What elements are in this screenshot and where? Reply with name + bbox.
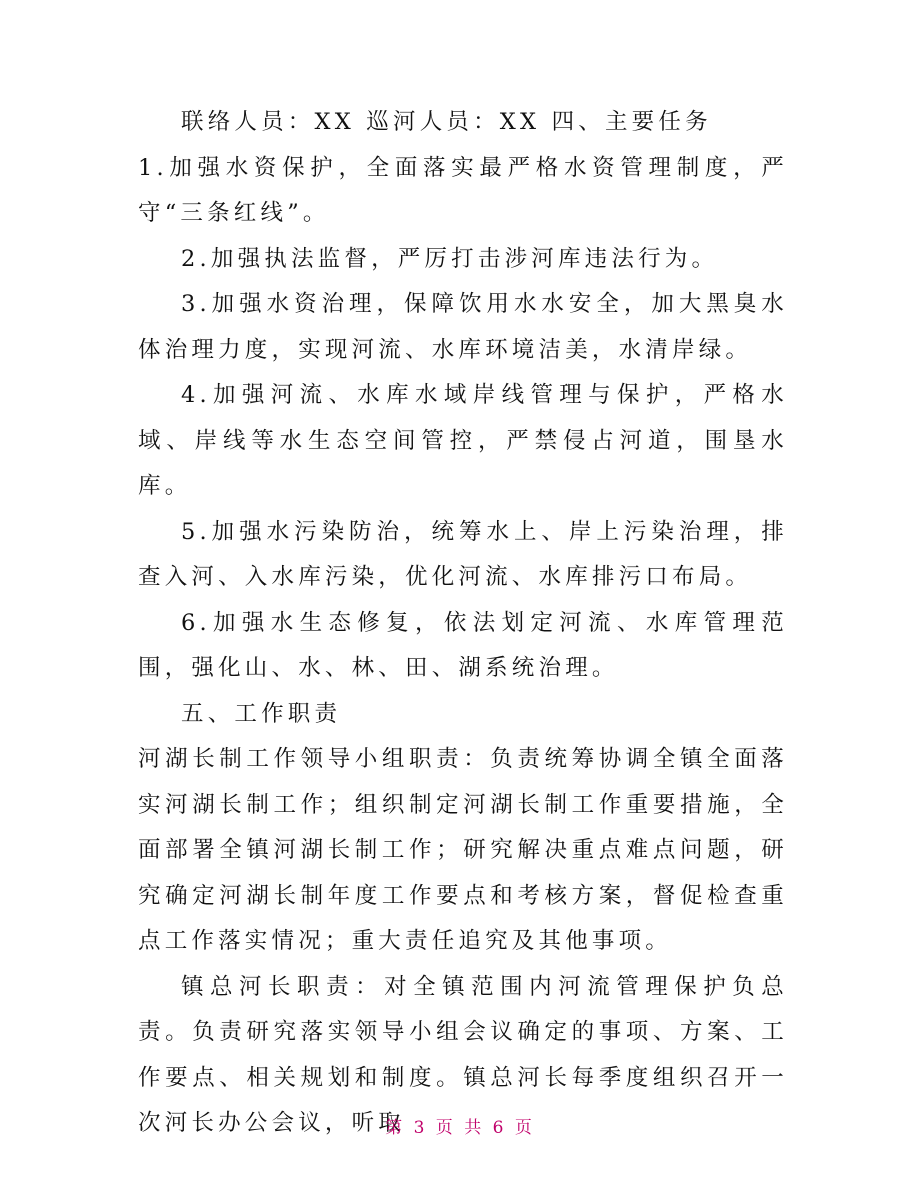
- paragraph-leading-group-duties: 河湖长制工作领导小组职责：负责统筹协调全镇全面落实河湖长制工作；组织制定河湖长制工作重要措施，全面部署全镇河湖长制工作；研究解决重点难点问题，研究确定河湖长制年度工作要点和考核方案，督促检查重点工作落实情况；重大责任追究及其他事项。: [138, 746, 788, 954]
- paragraph-chief-river-chief-duties: 镇总河长职责：对全镇范围内河流管理保护负总责。负责研究落实领导小组会议确定的事项、方案、工作要点、相关规划和制度。镇总河长每季度组织召开一次河长办公会议，听取: [138, 973, 788, 1136]
- paragraph-task-4: 4.加强河流、水库水域岸线管理与保护，严格水域、岸线等水生态空间管控，严禁侵占河道，围垦水库。: [138, 382, 788, 499]
- paragraph-task-5: 5.加强水污染防治，统筹水上、岸上污染治理，排查入河、入水库污染，优化河流、水库排污口布局。: [138, 518, 788, 590]
- paragraph-task-1: 1.加强水资保护，全面落实最严格水资管理制度，严守“三条红线”。: [138, 154, 788, 226]
- paragraph-task-6: 6.加强水生态修复，依法划定河流、水库管理范围，强化山、水、林、田、湖系统治理。: [138, 609, 788, 681]
- document-body: [138, 100, 788, 1147]
- page-number-footer: 第 3 页 共 6 页: [385, 1118, 535, 1138]
- paragraph-task-3: 3.加强水资治理，保障饮用水水安全，加大黑臭水体治理力度，实现河流、水库环境洁美，水清岸绿。: [138, 291, 788, 363]
- section-heading-duties: 五、工作职责: [181, 700, 342, 727]
- paragraph-task-2: 2.加强执法监督，严厉打击涉河库违法行为。: [181, 245, 719, 272]
- paragraph-contacts: 联络人员：XX 巡河人员：XX 四、主要任务: [181, 109, 712, 135]
